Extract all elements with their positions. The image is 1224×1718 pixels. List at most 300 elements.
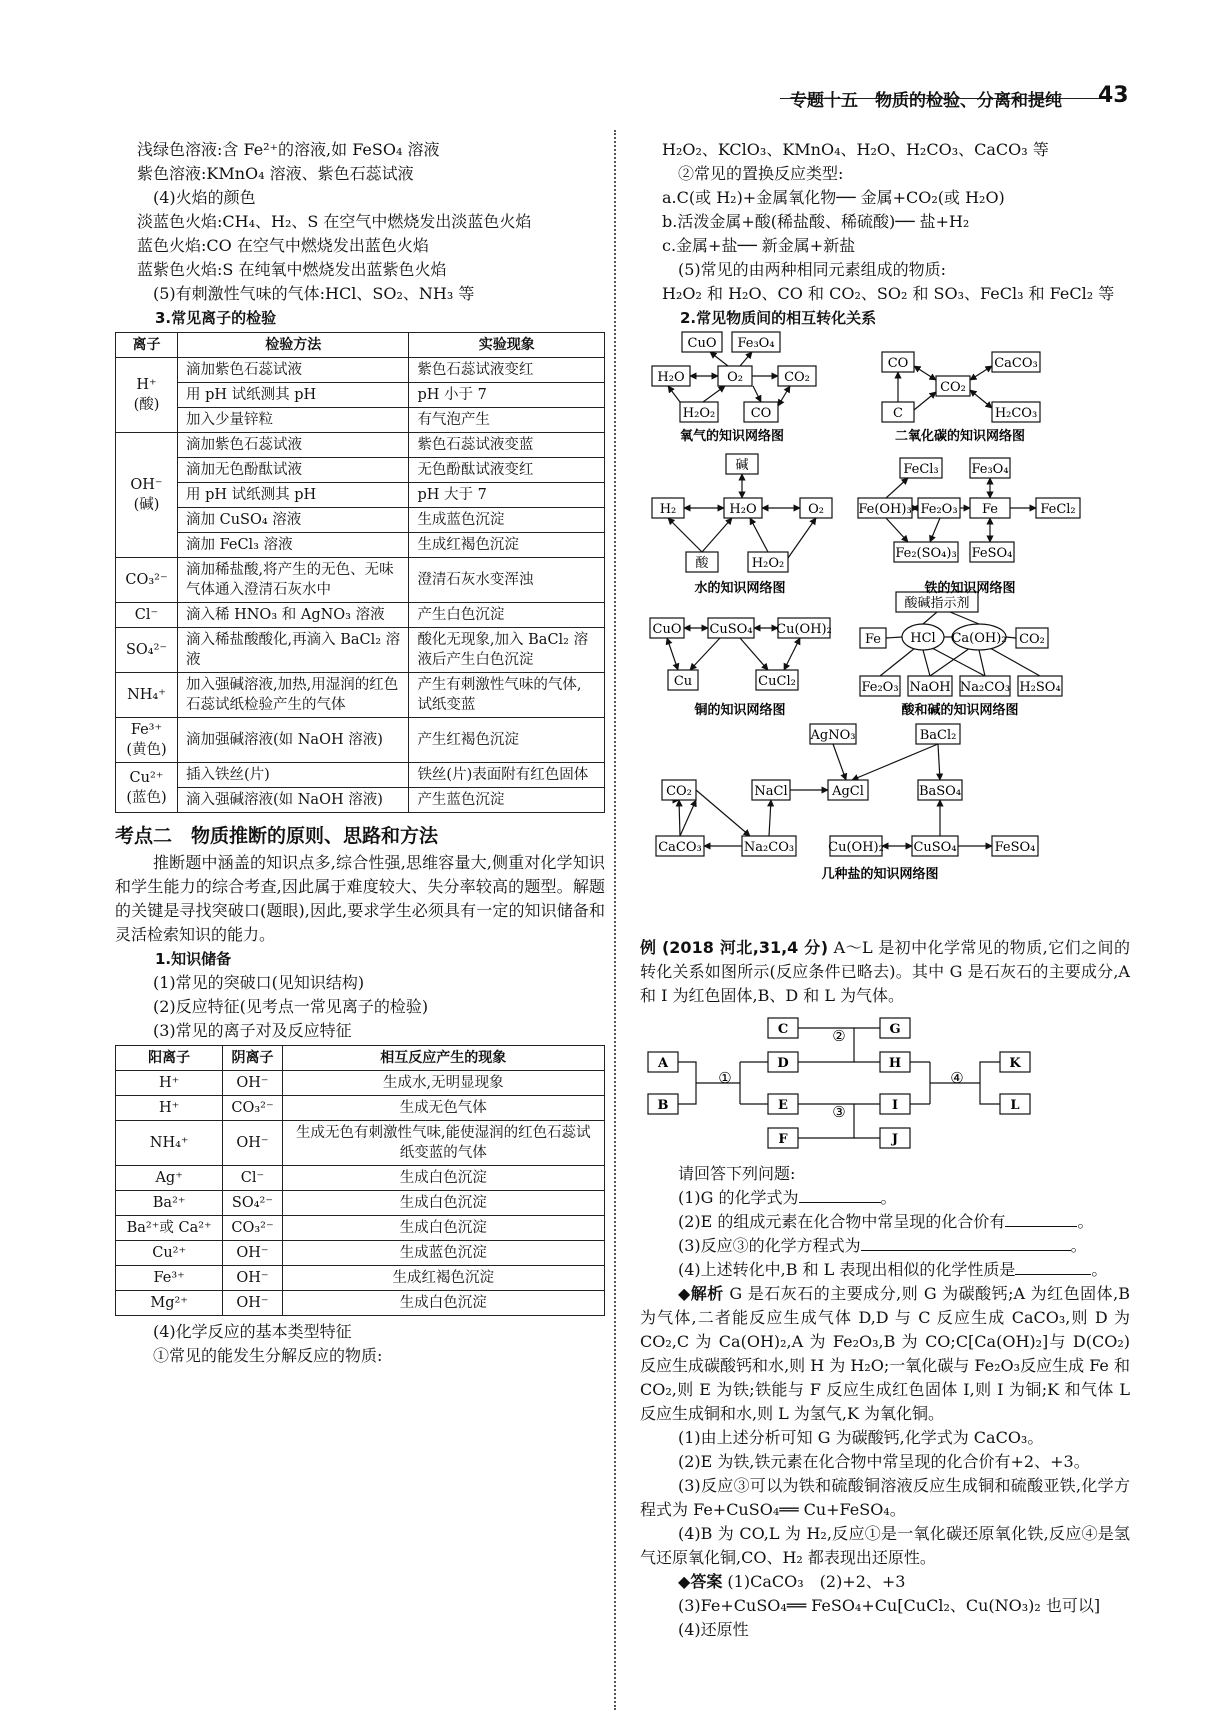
diagram-node (732, 332, 780, 352)
diagram-node (656, 836, 704, 856)
diagram-node (882, 402, 914, 422)
svg-text:CO₂: CO₂ (784, 370, 810, 385)
knowledge-networks (640, 330, 1130, 930)
column-divider (614, 130, 616, 1710)
knowledge-line: (3)常见的离子对及反应特征 (153, 1021, 352, 1040)
reaction-cell: 生成无色有刺激性气味,能使湿润的红色石蕊试纸变蓝的气体 (282, 1121, 604, 1166)
anion-cell: OH⁻ (223, 1266, 282, 1291)
table-row (116, 603, 605, 628)
analysis-point: (2)E 为铁,铁元素在化合物中常呈现的化合价有+2、+3。 (678, 1452, 1090, 1471)
svg-text:E: E (778, 1098, 788, 1113)
method-cell: 用 pH 试纸测其 pH (177, 483, 408, 508)
ion-note: (黄色) (126, 742, 167, 758)
diagram-node (1016, 628, 1048, 648)
ion-name: OH⁻ (130, 477, 163, 493)
knowledge-heading: 1.知识储备 (155, 950, 232, 968)
svg-text:H₂O: H₂O (657, 370, 685, 385)
answer-blank (1015, 1274, 1091, 1275)
svg-text:CaCO₃: CaCO₃ (658, 840, 702, 855)
phenomenon-cell: 紫色石蕊试液变蓝 (409, 433, 605, 458)
diagram-arrow (668, 386, 680, 402)
svg-text:O₂: O₂ (727, 370, 743, 385)
question-line (640, 1258, 1130, 1282)
diagram-node (686, 552, 718, 572)
diagram-arrow (703, 386, 725, 402)
svg-text:Cu(OH)₂: Cu(OH)₂ (828, 840, 884, 855)
analysis-point: (4)B 为 CO,L 为 H₂,反应①是一氧化碳还原氧化铁,反应④是氢气还原氧化铜,CO、H₂ 都表现出还原性。 (640, 1524, 1130, 1567)
analysis-point: (1)由上述分析可知 G 为碳酸钙,化学式为 CaCO₃。 (678, 1428, 1044, 1447)
ion-name: H⁺ (136, 377, 157, 393)
phenomenon-cell: 生成蓝色沉淀 (409, 508, 605, 533)
table-row (116, 1216, 605, 1241)
anion-cell: OH⁻ (223, 1121, 282, 1166)
right-line: H₂O₂、KClO₃、KMnO₄、H₂O、H₂CO₃、CaCO₃ 等 (662, 140, 1049, 159)
svg-text:Na₂CO₃: Na₂CO₃ (743, 840, 795, 855)
diagram-arrow (970, 366, 992, 380)
method-cell: 滴加稀盐酸,将产生的无色、无味气体通入澄清石灰水中 (177, 558, 408, 603)
diagram-node (682, 332, 722, 352)
diagram-caption: 几种盐的知识网络图 (821, 867, 939, 882)
diagram-node (652, 366, 690, 386)
diagram-node (1036, 498, 1080, 518)
table-row (116, 1121, 605, 1166)
diagram-arrow (702, 518, 732, 552)
table-row (116, 1191, 605, 1216)
diagram-arrow (970, 390, 992, 408)
table-row (116, 433, 605, 458)
anion-cell: CO₃²⁻ (223, 1216, 282, 1241)
right-column (640, 138, 1130, 1642)
ion-cell (116, 603, 178, 628)
answer-blank (1005, 1226, 1077, 1227)
cation-cell: Ba²⁺或 Ca²⁺ (116, 1216, 223, 1241)
diagram-node (970, 458, 1010, 478)
table-row (116, 458, 605, 483)
svg-text:Fe₂O₃: Fe₂O₃ (861, 680, 899, 695)
svg-text:CuCl₂: CuCl₂ (758, 674, 796, 689)
diagram-node (778, 366, 816, 386)
table-row (116, 558, 605, 603)
reaction-cell: 生成无色气体 (282, 1096, 604, 1121)
anion-cell: OH⁻ (223, 1291, 282, 1316)
ion-test-table (115, 332, 605, 813)
diagram-arrow (740, 352, 752, 366)
svg-text:Ca(OH)₂: Ca(OH)₂ (951, 631, 1007, 646)
diagram-arrow (690, 638, 720, 670)
svg-text:K: K (1009, 1056, 1021, 1071)
cation-cell: Ba²⁺ (116, 1191, 223, 1216)
method-cell: 插入铁丝(片) (177, 763, 408, 788)
svg-text:CuO: CuO (652, 622, 682, 637)
ion-cell (116, 718, 178, 763)
question-text: (3)反应③的化学方程式为 (678, 1236, 861, 1255)
ion-note: (碱) (133, 497, 160, 513)
ion-note: (蓝色) (126, 789, 167, 806)
diagram-node (992, 402, 1040, 422)
table-row (116, 1166, 605, 1191)
analysis-label: ◆解析 (678, 1284, 724, 1303)
answer-blank (799, 1202, 881, 1203)
cation-cell: NH₄⁺ (116, 1121, 223, 1166)
diagram-node (756, 670, 798, 690)
ion-name: Cu²⁺ (129, 769, 164, 786)
answer-line-2: (3)Fe+CuSO₄══ FeSO₄+Cu[CuCl₂、Cu(NO₃)₂ 也可以] (678, 1596, 1101, 1615)
svg-text:H₂O₂: H₂O₂ (682, 406, 716, 421)
diagram-node (858, 498, 912, 518)
svg-text:H: H (888, 1056, 902, 1071)
diagram-arrow (679, 800, 680, 836)
method-cell: 滴加紫色石蕊试液 (177, 358, 408, 383)
diagram-node (718, 366, 752, 386)
example-source: (2018 河北,31,4 分) (661, 938, 829, 957)
cation-cell: H⁺ (116, 1096, 223, 1121)
diagram-caption: 二氧化碳的知识网络图 (894, 429, 1026, 444)
diagram-arrow (914, 392, 936, 410)
anion-cell: OH⁻ (223, 1241, 282, 1266)
knowledge-lines (115, 971, 605, 1043)
phenomenon-cell: 澄清石灰水变浑浊 (409, 558, 605, 603)
svg-text:CO₂: CO₂ (666, 784, 692, 799)
diagram-arrow (710, 352, 728, 366)
svg-text:NaOH: NaOH (909, 680, 951, 695)
intro-line: 蓝紫色火焰:S 在纯氧中燃烧发出蓝紫色火焰 (137, 260, 447, 279)
reaction-cell: 生成蓝色沉淀 (282, 1241, 604, 1266)
svg-text:L: L (1010, 1098, 1020, 1113)
diagram-node (900, 458, 942, 478)
cation-cell: Mg²⁺ (116, 1291, 223, 1316)
svg-text:H₂SO₄: H₂SO₄ (1019, 680, 1061, 695)
ion-note: (酸) (133, 397, 160, 413)
svg-text:BaSO₄: BaSO₄ (918, 784, 962, 799)
example-statement (640, 936, 1130, 1008)
answer-label: ◆答案 (678, 1572, 723, 1591)
diagram-arrow (753, 386, 761, 402)
diagram-node (708, 618, 754, 638)
phenomenon-cell: 产生白色沉淀 (409, 603, 605, 628)
diagram-node (916, 724, 960, 744)
diagram-node (882, 352, 914, 372)
ion-cell (116, 628, 178, 673)
svg-text:Fe₃O₄: Fe₃O₄ (971, 462, 1009, 477)
method-cell: 加入强碱溶液,加热,用湿润的红色石蕊试纸检验产生的气体 (177, 673, 408, 718)
method-cell: 加入少量锌粒 (177, 408, 408, 433)
right-top-lines (640, 138, 1130, 306)
table-row (116, 483, 605, 508)
answer-first: (1)CaCO₃ (2)+2、+3 (727, 1572, 906, 1591)
diagram-arrow (668, 518, 702, 552)
reaction-cell: 生成白色沉淀 (282, 1216, 604, 1241)
ion-cell (116, 673, 178, 718)
diagram-node (800, 498, 832, 518)
diagram-arrow (769, 800, 771, 836)
table-row (116, 718, 605, 763)
flow-node (648, 1094, 678, 1114)
table-row (116, 358, 605, 383)
analysis-point: (3)反应③可以为铁和硫酸铜溶液反应生成铜和硫酸亚铁,化学方程式为 Fe+CuSO₄══ Cu+FeSO₄。 (640, 1476, 1130, 1519)
diagram-arrow (788, 518, 816, 558)
analysis (640, 1282, 1130, 1426)
phenomenon-cell: 有气泡产生 (409, 408, 605, 433)
diagram-arrow (667, 638, 678, 670)
svg-text:F: F (778, 1132, 788, 1147)
table-row (116, 788, 605, 813)
ion-name: Fe³⁺ (130, 722, 163, 738)
diagram-node (902, 624, 944, 650)
method-cell: 滴入稀盐酸酸化,再滴入 BaCl₂ 溶液 (177, 628, 408, 673)
table-row (116, 1266, 605, 1291)
table-row (116, 628, 605, 673)
method-cell: 滴加 CuSO₄ 溶液 (177, 508, 408, 533)
diagram-caption: 氧气的知识网络图 (679, 429, 785, 444)
table-row (116, 1096, 605, 1121)
diagram-node (960, 676, 1010, 696)
svg-text:BaCl₂: BaCl₂ (919, 728, 957, 743)
phenomenon-cell: pH 大于 7 (409, 483, 605, 508)
section2-paragraph: 推断题中涵盖的知识点多,综合性强,思维容量大,侧重对化学知识和学生能力的综合考查,因此属于难度较大、失分率较高的题型。解题的关键是寻找突破口(题眼),因此,要求学生必须具有一定的知识储备和灵活检索知识的能力。 (115, 853, 605, 944)
diagram-arrow (696, 790, 750, 836)
reaction-cell: 生成白色沉淀 (282, 1191, 604, 1216)
diagram-node (860, 628, 886, 648)
questions-intro: 请回答下列问题: (678, 1164, 796, 1183)
anion-cell: CO₃²⁻ (223, 1096, 282, 1121)
flow-node (880, 1128, 910, 1148)
svg-text:Fe(OH)₃: Fe(OH)₃ (858, 502, 912, 517)
table-row (116, 383, 605, 408)
running-title: 专题十五 物质的检验、分离和提纯 (790, 91, 1062, 111)
question-end: 。 (1091, 1260, 1108, 1279)
flow-node (880, 1094, 910, 1114)
svg-text:CaCO₃: CaCO₃ (994, 356, 1038, 371)
diagram-arrow (886, 478, 908, 498)
svg-text:H₂: H₂ (659, 502, 677, 517)
diagram-node (668, 670, 698, 690)
example-text: A～L 是初中化学常见的物质,它们之间的转化关系如图所示(反应条件已略去)。其中 G 是石灰石的主要成分,A 和 I 为红色固体,B、D 和 L 为气体。 (640, 938, 1130, 1005)
diagram-node (662, 780, 696, 800)
table-row (116, 508, 605, 533)
diagram-node (742, 836, 796, 856)
question-end: 。 (880, 1188, 897, 1207)
diagram-arrow (833, 744, 846, 780)
method-cell: 滴加无色酚酞试液 (177, 458, 408, 483)
method-cell: 用 pH 试纸测其 pH (177, 383, 408, 408)
ion-cell (116, 558, 178, 603)
diagram-node (828, 836, 884, 856)
cation-cell: Ag⁺ (116, 1166, 223, 1191)
ion-cell (116, 433, 178, 558)
flow-node (648, 1052, 678, 1072)
svg-text:O₂: O₂ (808, 502, 824, 517)
phenomenon-cell: 产生蓝色沉淀 (409, 788, 605, 813)
left-column (115, 138, 605, 1368)
table-row (116, 673, 605, 718)
svg-text:②: ② (832, 1027, 846, 1045)
diagram-arrow (750, 518, 768, 552)
analysis-points (640, 1426, 1130, 1570)
questions (640, 1186, 1130, 1282)
diagram-caption: 酸和碱的知识网络图 (901, 703, 1019, 718)
ion-name: CO₃²⁻ (125, 572, 168, 588)
diagram-node (726, 454, 758, 474)
svg-text:G: G (889, 1022, 901, 1037)
method-cell: 滴加紫色石蕊试液 (177, 433, 408, 458)
example-label: 例 (640, 938, 657, 957)
table-row (116, 408, 605, 433)
diagram-caption: 水的知识网络图 (694, 581, 786, 596)
diagram-node (724, 498, 762, 518)
reaction-cell: 生成白色沉淀 (282, 1291, 604, 1316)
diagram-node (810, 724, 856, 744)
right-line: a.C(或 H₂)+金属氧化物── 金属+CO₂(或 H₂O) (662, 188, 1005, 207)
diagram-arrow (778, 386, 790, 406)
table-header: 实验现象 (409, 333, 605, 358)
table-row (116, 763, 605, 788)
svg-text:Fe: Fe (864, 632, 882, 647)
anion-cell: SO₄²⁻ (223, 1191, 282, 1216)
question-line (640, 1186, 1130, 1210)
diagram-arrow (938, 744, 940, 780)
diagram-arrow (740, 638, 768, 670)
analysis-text: G 是石灰石的主要成分,则 G 为碳酸钙;A 为红色固体,B 为气体,二者能反应生成气体 D,D 与 C 反应生成 CaCO₃,则 D 为 CO₂,C 为 Ca(OH)₂,A 为 Fe₂O₃,B 为 CO;C[Ca(OH)₂]与 D(CO₂)反应生成碳酸钙和水,则 H 为 H₂O;一氧化碳与 Fe₂O₃反应生成 Fe 和 CO₂,则 E 为铁;铁能与 F 反应生成红色固体 I,则 I 为铜;K 和气体 L 反应生成铜和水,则 L 为氢气,K 为氧化铜。 (640, 1284, 1130, 1423)
phenomenon-cell: 铁丝(片)表面附有红色固体 (409, 763, 605, 788)
table-row (116, 1291, 605, 1316)
cation-cell: Cu²⁺ (116, 1241, 223, 1266)
ion-cell (116, 358, 178, 433)
intro-lines (115, 138, 605, 306)
section2-title: 考点二 物质推断的原则、思路和方法 (115, 825, 439, 847)
diagram-node (951, 624, 1006, 650)
reaction-number (718, 1069, 731, 1087)
reaction-cell: 生成白色沉淀 (282, 1166, 604, 1191)
diagram-node (912, 836, 958, 856)
question-end: 。 (1077, 1212, 1094, 1231)
intro-line: 淡蓝色火焰:CH₄、H₂、S 在空气中燃烧发出淡蓝色火焰 (137, 212, 532, 231)
right-line: H₂O₂ 和 H₂O、CO 和 CO₂、SO₂ 和 SO₃、FeCl₃ 和 FeCl₂ 等 (662, 284, 1115, 303)
right-line: (5)常见的由两种相同元素组成的物质: (678, 260, 947, 279)
svg-text:D: D (777, 1056, 789, 1071)
intro-line: 蓝色火焰:CO 在空气中燃烧发出蓝色火焰 (137, 236, 429, 255)
diagram-node (936, 376, 970, 396)
svg-text:Fe: Fe (981, 502, 999, 517)
question-end: 。 (1070, 1236, 1087, 1255)
method-cell: 滴加 FeCl₃ 溶液 (177, 533, 408, 558)
diagram-node (918, 498, 960, 518)
svg-text:Fe₂O₃: Fe₂O₃ (920, 502, 958, 517)
svg-text:酸碱指示剂: 酸碱指示剂 (904, 596, 970, 611)
diagram-node (776, 618, 832, 638)
diagram-caption: 铜的知识网络图 (694, 703, 786, 718)
svg-text:FeSO₄: FeSO₄ (994, 840, 1036, 855)
diagram-node (992, 836, 1038, 856)
table-row (116, 1241, 605, 1266)
phenomenon-cell: 生成红褐色沉淀 (409, 533, 605, 558)
ion-name: NH₄⁺ (127, 687, 166, 703)
svg-text:CO: CO (750, 406, 772, 421)
phenomenon-cell: 产生红褐色沉淀 (409, 718, 605, 763)
table-header: 离子 (116, 333, 178, 358)
end-line: (4)化学反应的基本类型特征 (153, 1322, 352, 1341)
example-flowchart (640, 1012, 1130, 1162)
phenomenon-cell: 无色酚酞试液变红 (409, 458, 605, 483)
svg-text:Na₂CO₃: Na₂CO₃ (959, 680, 1011, 695)
svg-text:B: B (657, 1098, 669, 1113)
svg-text:H₂O: H₂O (729, 502, 757, 517)
reaction-number (832, 1027, 845, 1045)
diagram-node (652, 498, 684, 518)
method-cell: 滴入强碱溶液(如 NaOH 溶液) (177, 788, 408, 813)
reaction-number (950, 1069, 963, 1087)
flow-node (768, 1018, 798, 1038)
anion-cell: Cl⁻ (223, 1166, 282, 1191)
right-line: c.金属+盐── 新金属+新盐 (662, 236, 856, 255)
svg-text:AgNO₃: AgNO₃ (810, 728, 856, 743)
ion-name: SO₄²⁻ (125, 642, 168, 658)
diagram-node (908, 676, 952, 696)
svg-text:H₂CO₃: H₂CO₃ (994, 406, 1038, 421)
diagram-arrow (886, 518, 908, 542)
diagram-arrow (914, 366, 936, 380)
network-heading: 2.常见物质间的相互转化关系 (680, 309, 877, 327)
table-row (116, 533, 605, 558)
table-header: 相互反应产生的现象 (282, 1046, 604, 1071)
knowledge-line: (2)反应特征(见考点一常见离子的检验) (153, 997, 429, 1016)
diagram-node (752, 780, 790, 800)
svg-text:CuSO₄: CuSO₄ (913, 840, 957, 855)
diagram-node (1018, 676, 1062, 696)
page-number: 43 (1098, 83, 1129, 108)
ion-pair-table (115, 1045, 605, 1316)
svg-text:HCl: HCl (910, 631, 936, 646)
svg-text:C: C (893, 406, 903, 421)
diagram-node (650, 618, 684, 638)
question-line (640, 1234, 1130, 1258)
flow-node (768, 1128, 798, 1148)
flow-line (980, 1062, 1000, 1104)
diagram-node (828, 780, 868, 800)
svg-text:碱: 碱 (735, 458, 749, 473)
diagram-arrow (930, 518, 940, 542)
svg-text:H₂O₂: H₂O₂ (751, 556, 785, 571)
end-line: ①常见的能发生分解反应的物质: (153, 1346, 383, 1365)
left-end-lines (115, 1320, 605, 1368)
anion-cell: OH⁻ (223, 1071, 282, 1096)
svg-text:CuSO₄: CuSO₄ (709, 622, 753, 637)
svg-text:CO: CO (887, 356, 909, 371)
flow-node (880, 1018, 910, 1038)
diagram-arrow (680, 800, 696, 836)
ion-name: Cl⁻ (134, 607, 159, 623)
svg-text:I: I (891, 1098, 899, 1113)
reaction-cell: 生成红褐色沉淀 (282, 1266, 604, 1291)
answer-blank (861, 1250, 1071, 1251)
right-line: ②常见的置换反应类型: (678, 164, 844, 183)
table-row (116, 1071, 605, 1096)
ion-heading: 3.常见离子的检验 (155, 309, 277, 327)
phenomenon-cell: 产生有刺激性气味的气体,试纸变蓝 (409, 673, 605, 718)
diagram-arrow (784, 638, 800, 670)
svg-text:A: A (657, 1056, 669, 1071)
svg-text:Cu(OH)₂: Cu(OH)₂ (776, 622, 832, 637)
svg-text:NaCl: NaCl (754, 784, 788, 799)
svg-text:J: J (891, 1132, 899, 1147)
svg-text:CuO: CuO (687, 336, 717, 351)
flow-node (1000, 1052, 1030, 1072)
question-text: (1)G 的化学式为 (678, 1188, 799, 1207)
cation-cell: Fe³⁺ (116, 1266, 223, 1291)
diagram-node (680, 402, 718, 422)
svg-text:③: ③ (832, 1103, 846, 1121)
phenomenon-cell: 紫色石蕊试液变红 (409, 358, 605, 383)
diagram-node (894, 542, 958, 562)
